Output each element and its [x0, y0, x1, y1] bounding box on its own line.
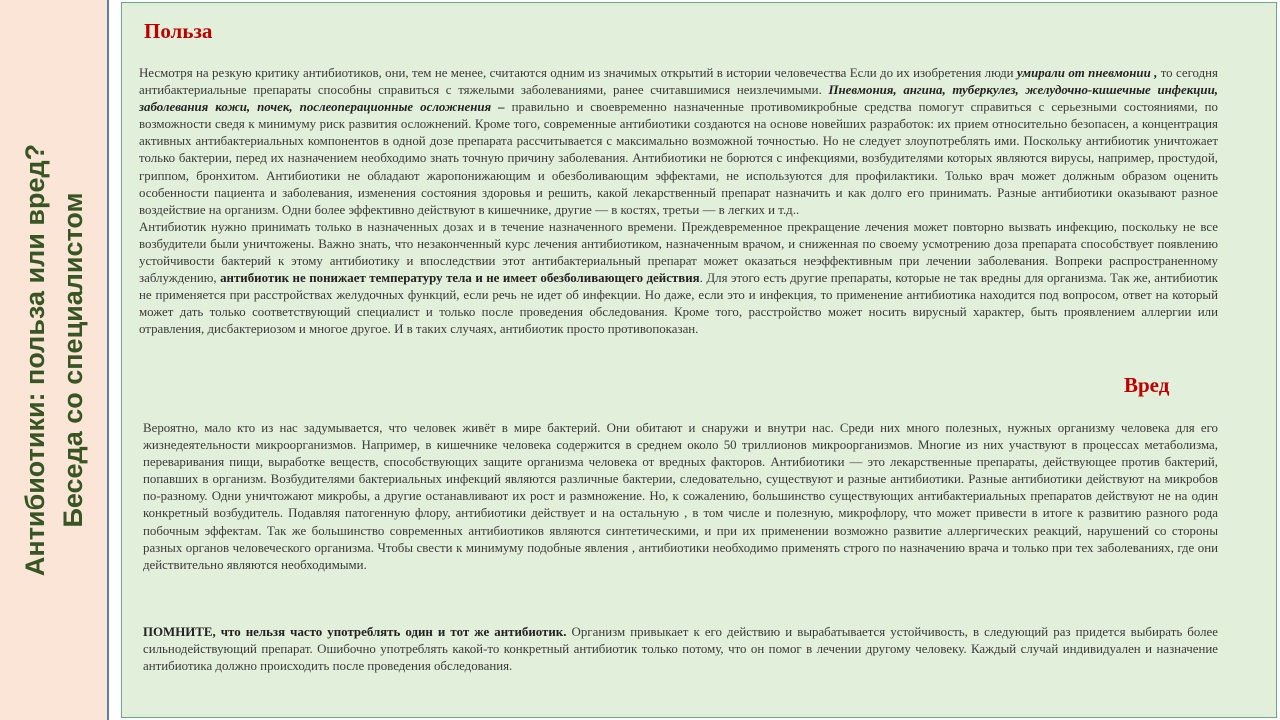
benefit-paragraph	[139, 65, 1218, 339]
slide-title-line-2: Беседа со специалистом	[58, 192, 88, 528]
benefit-emphasis-1: умирали от пневмонии ,	[1016, 66, 1158, 80]
benefit-text-3: правильно и своевременно назначенные противомикробные средства помогут справиться с серьезными состояниями, по возможности сведя к минимуму риск развития осложнений. Кроме того, современные антибиотики создаются на основе новейших разработок: их прием относительно безопасен, а концентрация активных антибактериальных компонентов в одной дозе препарата рассчитывается с максимально возможной точностью. Но не следует злоупотреблять ими. Поскольку антибиотик уничтожает только бактерии, перед их назначением необходимо знать точную причину заболевания. Антибиотики не борются с инфекциями, возбудителями которых являются вирусы, например, простудой, гриппом, бронхитом. Антибиотики не обладают жаропонижающим и обезболивающим эффектами, не используются для профилактики. Только врач может должным образом оценить особенности пациента и заболевания, изменения состояния здоровья и решить, какой лекарственный препарат назначить и как долго его принимать. Разные антибиотики оказывают разное воздействие на организм. Одни более эффективно действуют в кишечнике, другие — в костях, третьи — в легких и т.д..	[139, 100, 1218, 217]
benefit-emphasis-3: антибиотик не понижает температуру тела и не имеет обезболивающего действия	[220, 271, 700, 286]
content-panel	[121, 2, 1277, 718]
benefit-text-2: то сегодня антибактериальные препараты способны справиться с тяжелыми заболеваниями, ранее считавшимися неизлечимыми.	[139, 66, 1218, 98]
remember-emphasis: ПОМНИТЕ, что нельзя часто употреблять один и тот же антибиотик.	[143, 625, 567, 639]
remember-paragraph	[143, 624, 1218, 675]
slide-title-line-1: Антибиотики: польза или вред?	[20, 143, 50, 577]
remember-text: Организм привыкает к его действию и вырабатывается устойчивость, в следующий раз придется выбирать более сильнодействующий препарат. Ошибочно употреблять какой-то конкретный антибиотик только потому, что он помог в лечении другому человеку. Каждый случай индивидуален и назначение антибиотика должно происходить после проведения обследования.	[143, 625, 1219, 674]
benefit-emphasis-2: Пневмония, ангина, туберкулез, желудочно-кишечные инфекции, заболевания кожи, почек, послеоперационные осложнения –	[139, 83, 1218, 115]
benefit-text-1: Несмотря на резкую критику антибиотиков, они, тем не менее, считаются одним из значимых открытий в истории человечества Если до их изобретения люди	[139, 66, 1017, 80]
harm-paragraph: Вероятно, мало кто из нас задумывается, что человек живёт в мире бактерий. Они обитают и снаружи и внутри нас. Среди них много полезных, нужных организму человека для его жизнедеятельности микроорганизмов. Например, в кишечнике человека содержится в среднем около 50 триллионов микроорганизмов. Многие из них участвуют в процессах метаболизма, переваривания пищи, выработке веществ, способствующих защите организма человека от вредных факторов. Антибиотики — это лекарственные препараты, действующее против бактерий, попавших в организм. Возбудителями бактериальных инфекций являются различные бактерии, следовательно, существуют и разные антибиотики. Разные антибиотики действуют на микробов по-разному. Одни уничтожают микробы, а другие останавливают их рост и размножение. Но, к сожалению, большинство существующих антибактериальных препаратов действуют не на один конкретный возбудитель. Подавляя патогенную флору, антибиотики действует и на остальную , в том числе и полезную, микрофлору, что может привести в итоге к развитию разного рода побочным эффектам. Так же большинство современных антибиотиков являются синтетическими, и при их применении возможно развитие аллергических реакций, нарушений со стороны разных органов человеческого организма. Чтобы свести к минимуму подобные явления , антибиотики необходимо применять строго по назначению врача и только при тех заболеваниях, где они действительно являются необходимыми.	[143, 421, 1218, 572]
benefit-heading: Польза	[144, 19, 213, 43]
sidebar-panel	[0, 0, 109, 720]
benefit-text-4: Антибиотик нужно принимать только в назначенных дозах и в течение назначенного времени. Преждевременное прекращение лечения может повторно вызвать инфекцию, поскольку не все возбудители были уничтожены. Важно знать, что незаконченный курс лечения антибиотиком, назначенным врачом, и сниженная по своему усмотрению доза препарата способствует появлению устойчивости бактерий к этому антибиотику и впоследствии этот антибактериальный препарат может оказаться неэффективным при лечении заболевания. Вопреки распространенному заблуждению,	[139, 219, 1218, 286]
benefit-text-5: . Для этого есть другие препараты, которые не так вредны для организма. Так же, антибиотик не применяется при расстройствах желудочных функций, если речь не идет об инфекции. Но даже, если это и инфекция, то применение антибиотика находится под вопросом, ответ на который может дать только соответствующий специалист и только после проведения обследования. Кроме того, расстройство может носить вирусный характер, быть проявлением аллергии или отравления, дисбактериозом и многое другое. И в таких случаях, антибиотик просто противопоказан.	[139, 271, 1218, 337]
slide-title	[16, 144, 92, 576]
harm-heading: Вред	[1124, 373, 1170, 397]
